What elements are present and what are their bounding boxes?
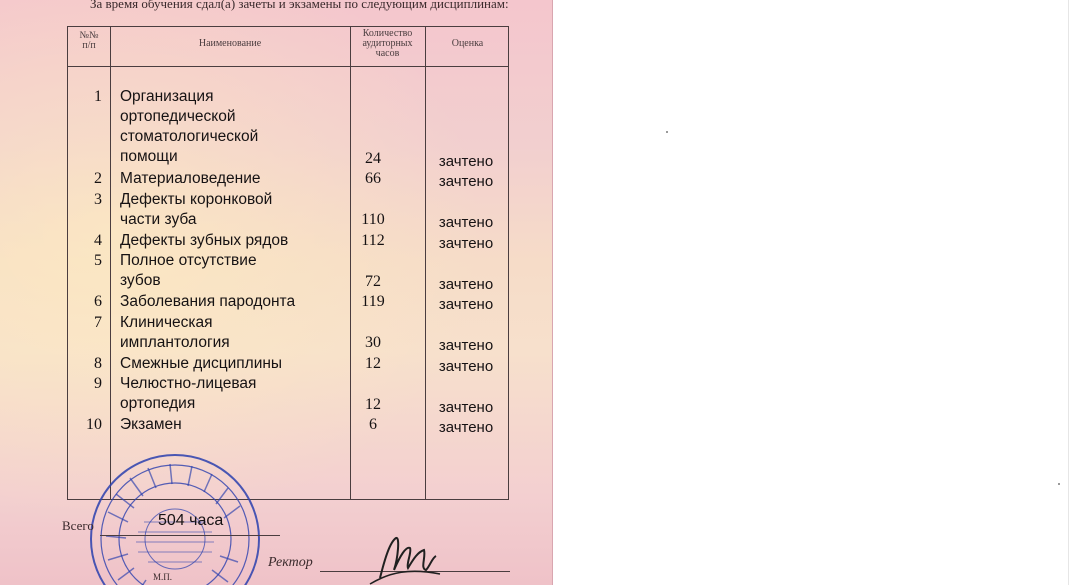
discipline-hours: 30 <box>365 334 381 351</box>
total-underline <box>100 535 280 536</box>
row-number: 10 <box>86 416 102 433</box>
scan-speck <box>666 131 668 133</box>
rector-label: Ректор <box>268 555 313 570</box>
column-header-name: Наименование <box>198 38 262 49</box>
scan-edge <box>1068 0 1075 585</box>
row-number: 5 <box>94 252 102 269</box>
row-number: 1 <box>94 88 102 105</box>
discipline-name: Материаловедение <box>120 170 261 187</box>
discipline-name: Смежные дисциплины <box>120 354 283 372</box>
discipline-grade: зачтено <box>438 214 494 231</box>
row-number: 9 <box>94 375 102 392</box>
discipline-name: Экзамен <box>120 416 182 433</box>
row-number: 3 <box>94 190 102 208</box>
discipline-hours: 6 <box>369 416 377 433</box>
discipline-grade: зачтено <box>438 296 494 313</box>
discipline-name: Организация ортопедической стоматологической помощи <box>120 88 259 165</box>
total-hours-value: 504 часа <box>158 512 224 529</box>
discipline-name: Полное отсутствие зубов <box>120 252 257 289</box>
discipline-grade: зачтено <box>438 234 494 252</box>
total-label: Всего <box>62 518 94 533</box>
discipline-name: Дефекты коронковой части зуба <box>120 190 273 228</box>
column-header-num: №№ п/п <box>79 30 99 51</box>
page-heading: За время обучения сдал(а) зачеты и экзамены по следующим дисциплинам: <box>90 0 509 11</box>
discipline-hours: 72 <box>365 272 381 290</box>
column-header-grade: Оценка <box>451 38 484 49</box>
disciplines-table <box>67 26 509 500</box>
row-number: 8 <box>94 354 102 372</box>
header-divider <box>68 66 508 67</box>
discipline-grade: зачтено <box>438 398 494 416</box>
discipline-name: Дефекты зубных рядов <box>120 231 289 249</box>
discipline-hours: 119 <box>361 293 385 310</box>
discipline-hours: 12 <box>365 354 381 372</box>
discipline-name: Челюстно-лицевая ортопедия <box>120 375 257 412</box>
discipline-hours: 110 <box>361 211 385 228</box>
discipline-grade: зачтено <box>438 337 494 354</box>
discipline-grade: зачтено <box>438 152 494 170</box>
discipline-hours: 112 <box>361 231 385 249</box>
discipline-grade: зачтено <box>438 357 494 375</box>
discipline-grade: зачтено <box>438 275 494 293</box>
row-number: 6 <box>94 293 102 310</box>
discipline-name: Клиническая имплантология <box>120 313 230 351</box>
discipline-grade: зачтено <box>438 419 494 436</box>
row-number: 7 <box>94 313 102 331</box>
discipline-name: Заболевания пародонта <box>120 293 296 310</box>
discipline-hours: 66 <box>365 170 381 187</box>
discipline-grade: зачтено <box>438 173 494 190</box>
discipline-hours: 12 <box>365 395 381 413</box>
stamp-place-label: М.П. <box>153 572 173 582</box>
column-divider <box>110 27 111 499</box>
discipline-hours: 24 <box>365 149 381 167</box>
column-header-hours: Количество аудиторных часов <box>362 28 413 59</box>
row-number: 4 <box>94 231 102 249</box>
signature-icon <box>360 528 450 585</box>
scan-speck <box>1058 483 1060 485</box>
row-number: 2 <box>94 170 102 187</box>
